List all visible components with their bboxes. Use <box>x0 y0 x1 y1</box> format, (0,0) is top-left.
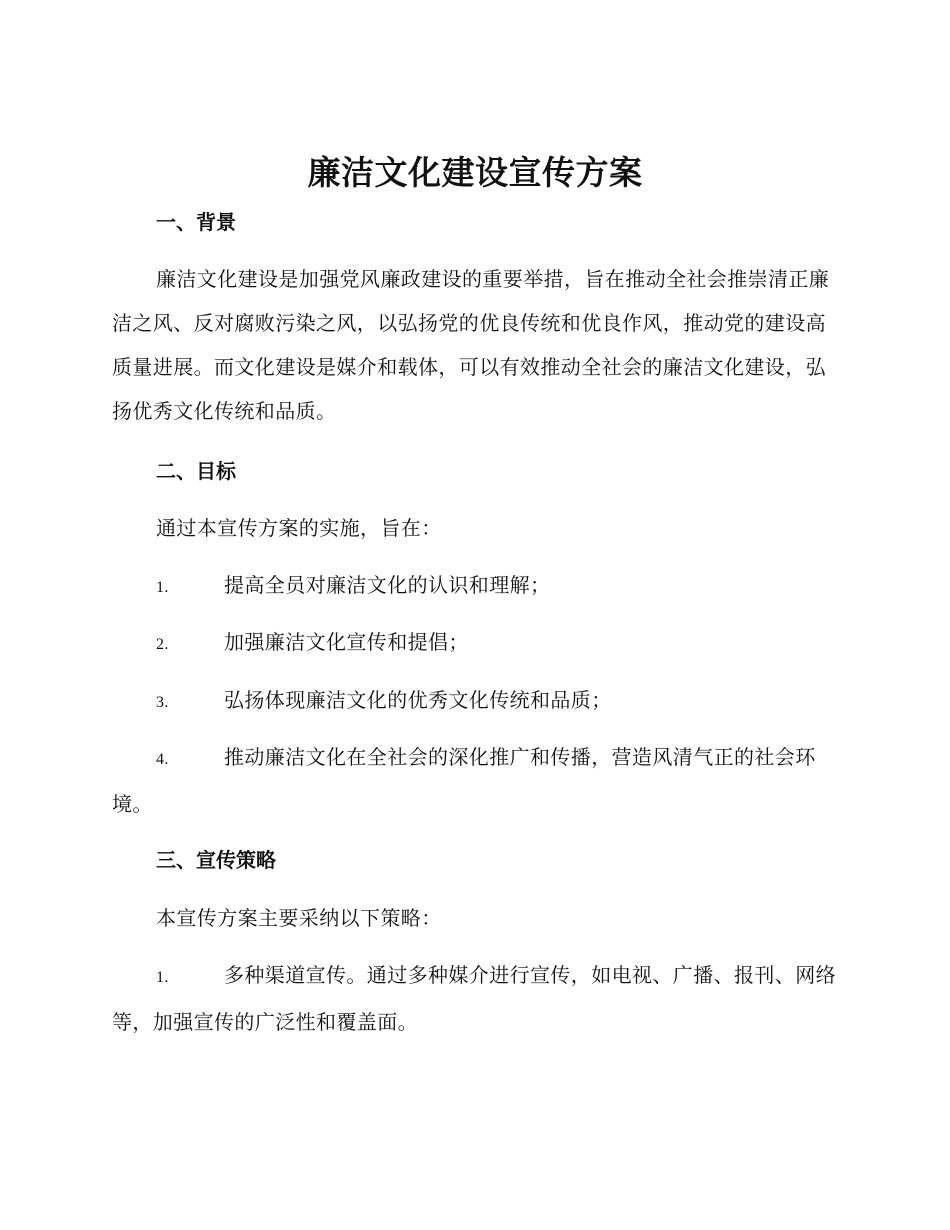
list-number: 4. <box>156 751 169 768</box>
goal-item-3 <box>112 678 842 725</box>
list-number: 1. <box>156 969 169 986</box>
strategy-intro: 本宣传方案主要采纳以下策略： <box>156 906 442 930</box>
list-text: 弘扬体现廉洁文化的优秀文化传统和品质； <box>224 688 612 712</box>
list-text: 提高全员对廉洁文化的认识和理解； <box>224 573 551 597</box>
section-heading-background: 一、背景 <box>156 210 236 234</box>
list-number: 3. <box>156 694 169 711</box>
list-number: 1. <box>156 579 169 596</box>
section-heading-strategy: 三、宣传策略 <box>156 848 276 872</box>
strategy-item-1 <box>112 953 842 1044</box>
background-paragraph <box>112 257 842 433</box>
list-text: 多种渠道宣传。通过多种媒介进行宣传，如电视、广播、报刊、网络等，加强宣传的广泛性和覆盖面。 <box>112 963 836 1034</box>
background-paragraph-text: 廉洁文化建设是加强党风廉政建设的重要举措，旨在推动全社会推崇清正廉洁之风、反对腐败污染之风，以弘扬党的优良传统和优良作风，推动党的建设高质量进展。而文化建设是媒介和载体，可以有效推动全社会的廉洁文化建设，弘扬优秀文化传统和品质。 <box>112 267 830 423</box>
goal-item-2 <box>112 620 842 667</box>
goals-intro: 通过本宣传方案的实施，旨在： <box>156 516 442 540</box>
document-title: 廉洁文化建设宣传方案 <box>307 153 643 192</box>
list-text: 加强廉洁文化宣传和提倡； <box>224 630 469 654</box>
list-text: 推动廉洁文化在全社会的深化推广和传播，营造风清气正的社会环境。 <box>112 745 816 816</box>
list-number: 2. <box>156 636 169 653</box>
goal-item-1 <box>112 563 842 610</box>
section-heading-goals: 二、目标 <box>156 459 236 483</box>
goal-item-4 <box>112 735 842 826</box>
